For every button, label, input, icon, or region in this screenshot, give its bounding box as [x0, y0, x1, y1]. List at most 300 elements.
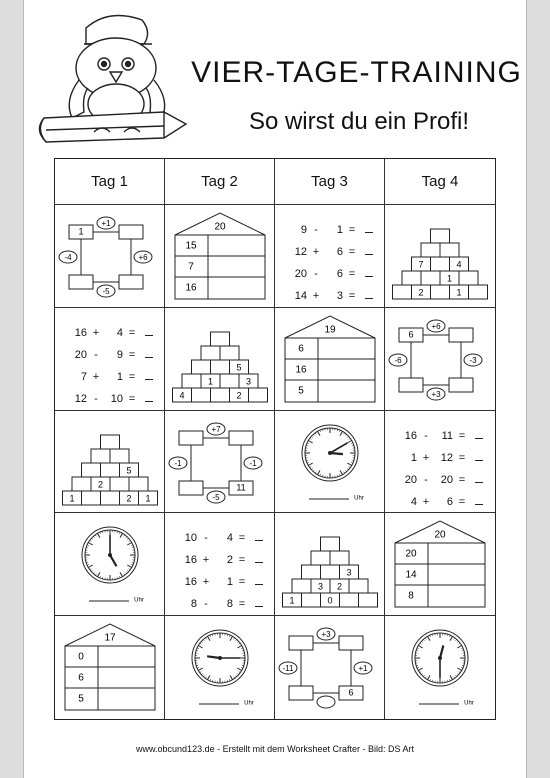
clock-center	[439, 657, 442, 660]
pyramid-number: 4	[456, 259, 462, 270]
pyramid-brick	[72, 477, 91, 491]
equation-term: 1	[116, 370, 123, 383]
worksheet-title: VIER-TAGE-TRAINING	[191, 56, 522, 89]
equation-term: -	[314, 268, 318, 280]
clock-tick	[91, 539, 92, 540]
pyramid-number: 1	[456, 287, 462, 298]
clock-tick	[345, 434, 346, 435]
equation-term: 1	[226, 576, 233, 589]
house-number: 16	[295, 364, 307, 376]
clock-tick	[310, 438, 312, 439]
equation-term: 10	[184, 532, 197, 545]
pyramid-figure	[385, 205, 495, 308]
number-cycle-exercise	[385, 308, 495, 411]
clock-tick	[455, 675, 456, 676]
clock-tick	[425, 638, 426, 640]
clock-tick	[239, 643, 241, 644]
clock-tick	[347, 440, 351, 443]
cycle-box	[289, 686, 313, 700]
cycle-operator: -1	[249, 458, 257, 468]
equation-term: 8	[190, 598, 197, 611]
equation-term: 6	[336, 246, 343, 258]
equals-sign: =	[348, 224, 356, 236]
clock-tick	[423, 675, 424, 676]
equation-list	[285, 219, 381, 307]
pyramid-brick	[440, 243, 459, 257]
equation-exercise	[275, 205, 385, 308]
clock-tick	[95, 574, 96, 576]
equation-list	[65, 322, 161, 410]
clock-unit-label: Uhr	[244, 700, 254, 707]
cycle-operator: +1	[101, 219, 111, 229]
cycle-operator: -1	[174, 458, 182, 468]
equation-term: 4	[116, 326, 123, 339]
clock-tick	[198, 646, 202, 649]
cycle-number: 6	[408, 329, 414, 340]
clock-tick	[459, 643, 461, 644]
clock-tick	[457, 646, 461, 649]
pyramid-brick	[182, 374, 201, 388]
pyramid-brick	[340, 593, 359, 607]
answer-blank[interactable]	[365, 263, 373, 277]
clock-tick	[311, 468, 312, 469]
clock-tick	[344, 432, 345, 434]
pyramid-brick	[431, 229, 450, 243]
equals-sign: =	[348, 246, 356, 258]
clock-tick	[345, 470, 346, 471]
equals-sign: =	[128, 348, 136, 361]
clock-tick	[125, 572, 126, 573]
pyramid-brick	[402, 271, 421, 285]
equals-sign: =	[348, 290, 356, 302]
number-cycle-exercise	[275, 616, 385, 719]
answer-blank[interactable]	[475, 469, 483, 483]
clock-tick	[230, 637, 233, 641]
answer-blank[interactable]	[145, 366, 153, 380]
clock-tick	[200, 672, 202, 673]
answer-blank[interactable]	[475, 447, 483, 461]
equation-exercise	[165, 513, 275, 616]
clock-tick	[340, 470, 343, 474]
equals-sign: =	[128, 392, 136, 405]
clock-unit-label: Uhr	[354, 495, 364, 502]
number-cycle-exercise	[165, 411, 275, 514]
clock-tick	[239, 672, 241, 673]
equation-term: 12	[440, 451, 453, 464]
cycle-operator: -4	[64, 253, 72, 263]
answer-blank[interactable]	[145, 322, 153, 336]
pyramid-number: 1	[207, 376, 214, 387]
clock-tick	[450, 637, 453, 641]
equation-list	[175, 527, 271, 615]
clock-tick	[203, 675, 204, 676]
pyramid-brick	[110, 477, 129, 491]
number-cycle-exercise	[55, 205, 165, 308]
cycle-figure	[275, 616, 385, 719]
equation-row	[175, 527, 271, 549]
equation-list	[395, 425, 491, 513]
clock-tick	[311, 436, 312, 437]
pyramid-brick	[311, 551, 330, 565]
cycle-box	[179, 431, 203, 445]
equation-term: +	[312, 290, 320, 302]
number-house-exercise	[55, 616, 165, 719]
equation-term: 1	[336, 224, 343, 236]
cycle-number: 11	[236, 481, 246, 492]
house-roof-number: 19	[324, 324, 336, 336]
cycle-operator: -6	[394, 355, 402, 365]
clock-tick	[313, 470, 314, 471]
clock-tick	[127, 543, 131, 546]
equation-row	[65, 344, 161, 366]
cycle-operator: -5	[102, 287, 110, 297]
pyramid-number: 5	[126, 464, 132, 475]
house-number: 14	[405, 570, 417, 582]
clock-tick	[205, 677, 206, 679]
equation-row	[65, 322, 161, 344]
clock-tick	[208, 637, 211, 641]
equation-term: 20	[404, 473, 417, 486]
clock-figure	[385, 616, 495, 719]
cycle-box	[69, 275, 93, 289]
equation-term: 20	[294, 268, 307, 280]
clock-tick	[421, 641, 422, 642]
pyramid-brick	[211, 332, 230, 346]
clock-tick	[90, 541, 92, 542]
clock-tick	[237, 641, 238, 642]
equals-sign: =	[238, 576, 246, 589]
clock-tick	[201, 641, 202, 642]
minute-hand	[330, 443, 347, 453]
equation-row	[285, 263, 381, 285]
clock-tick	[425, 677, 426, 679]
cycle-figure	[165, 411, 275, 514]
equation-term: 7	[80, 370, 87, 383]
clock-center	[329, 451, 332, 454]
clock-unit-label: Uhr	[464, 700, 474, 707]
clock-center	[109, 554, 112, 557]
day-header: Tag 4	[385, 159, 495, 205]
equals-sign: =	[238, 598, 246, 611]
pyramid-brick	[201, 346, 220, 360]
training-grid	[54, 158, 496, 720]
clock-tick	[234, 638, 235, 640]
clock-tick	[91, 571, 92, 572]
pyramid-number: 1	[446, 273, 453, 284]
equation-term: +	[92, 370, 100, 383]
equals-sign: =	[458, 495, 466, 508]
cycle-operator: +3	[431, 389, 441, 399]
clock-tick	[205, 638, 206, 640]
equation-term: +	[202, 576, 210, 589]
clock-tick	[344, 471, 345, 473]
clock-tick	[459, 672, 461, 673]
cycle-box	[289, 636, 313, 650]
clock-tick	[129, 541, 131, 542]
answer-blank[interactable]	[475, 425, 483, 439]
equation-term: -	[424, 429, 428, 442]
cycle-figure	[385, 308, 495, 411]
equation-term: +	[92, 326, 100, 339]
pyramid-brick	[359, 593, 378, 607]
penguin-mascot-illustration	[24, 0, 199, 150]
equation-term: +	[422, 495, 430, 508]
equation-term: 16	[404, 429, 417, 442]
equation-term: 4	[226, 532, 233, 545]
equation-term: 16	[184, 554, 197, 567]
clock-tick	[428, 676, 431, 680]
cycle-operator: -11	[282, 664, 294, 674]
equation-term: 4	[410, 495, 417, 508]
day-header: Tag 3	[275, 159, 385, 205]
clock-tick	[457, 641, 458, 642]
clock-tick	[347, 463, 351, 466]
clock-tick	[349, 466, 351, 467]
pyramid-brick	[459, 271, 478, 285]
equation-term: 12	[294, 246, 307, 258]
clock-tick	[235, 675, 236, 676]
clock-tick	[120, 534, 123, 538]
equation-row	[285, 241, 381, 263]
pyramid-brick	[469, 285, 488, 299]
answer-blank[interactable]	[145, 344, 153, 358]
equation-term: -	[314, 224, 318, 236]
house-figure	[275, 308, 385, 411]
equation-term: 20	[440, 473, 453, 486]
clock-figure	[55, 513, 165, 616]
house-number: 5	[298, 385, 304, 397]
house-figure	[385, 513, 495, 616]
clock-tick	[457, 674, 458, 675]
equation-row	[175, 593, 271, 615]
pyramid-number: 1	[69, 492, 75, 503]
house-number: 15	[185, 240, 197, 252]
pyramid-brick	[393, 285, 412, 299]
clock-tick	[95, 535, 96, 537]
clock-tick	[347, 468, 348, 469]
number-pyramid-exercise	[385, 205, 495, 308]
clock-tick	[349, 438, 351, 439]
clock-tick	[200, 643, 202, 644]
equation-term: +	[312, 246, 320, 258]
equals-sign: =	[458, 473, 466, 486]
cycle-operator: +6	[431, 321, 441, 331]
clock-tick	[88, 543, 92, 546]
pyramid-number: 1	[145, 492, 151, 503]
pyramid-number: 5	[236, 362, 242, 373]
equation-term: 9	[116, 348, 123, 361]
answer-blank[interactable]	[475, 491, 483, 505]
clock-tick	[308, 440, 312, 443]
equals-sign: =	[128, 326, 136, 339]
day-header: Tag 2	[165, 159, 275, 205]
clock-exercise	[165, 616, 275, 719]
equation-term: -	[204, 598, 208, 611]
answer-blank[interactable]	[145, 388, 153, 402]
answer-blank[interactable]	[365, 285, 373, 299]
clock-tick	[420, 672, 422, 673]
equation-term: 9	[300, 224, 307, 236]
equals-sign: =	[128, 370, 136, 383]
clock-figure	[275, 411, 385, 514]
clock-tick	[127, 571, 128, 572]
house-figure	[165, 205, 275, 308]
answer-blank[interactable]	[255, 593, 263, 607]
equation-term: 3	[336, 290, 343, 302]
number-pyramid-exercise	[165, 308, 275, 411]
number-house-exercise	[165, 205, 275, 308]
cycle-operator: -5	[212, 492, 220, 502]
pyramid-brick	[110, 449, 129, 463]
equation-term: 1	[410, 451, 417, 464]
clock-tick	[124, 535, 125, 537]
pyramid-number: 3	[245, 376, 252, 387]
clock-tick	[418, 668, 422, 671]
equation-term: 8	[226, 598, 233, 611]
equation-term: 20	[74, 348, 87, 361]
pyramid-number: 2	[418, 287, 424, 298]
answer-blank[interactable]	[365, 241, 373, 255]
equals-sign: =	[238, 554, 246, 567]
clock-tick	[420, 643, 422, 644]
house-roof-number: 20	[214, 221, 226, 233]
pyramid-brick	[82, 491, 101, 505]
cycle-box	[229, 431, 253, 445]
house-number: 16	[185, 282, 197, 294]
clock-tick	[428, 637, 431, 641]
cycle-box	[399, 378, 423, 392]
equation-term: 16	[184, 576, 197, 589]
clock-tick	[129, 569, 131, 570]
pyramid-number: 2	[126, 492, 132, 503]
pyramid-brick	[302, 593, 321, 607]
clock-tick	[454, 638, 455, 640]
pyramid-brick	[220, 346, 239, 360]
equation-row	[65, 388, 161, 410]
pyramid-number: 2	[236, 390, 242, 401]
equals-sign: =	[458, 451, 466, 464]
pyramid-brick	[302, 565, 321, 579]
cycle-box	[119, 275, 143, 289]
equation-row	[395, 425, 491, 447]
number-pyramid-exercise	[275, 513, 385, 616]
pyramid-brick	[192, 388, 211, 402]
pyramid-brick	[321, 537, 340, 551]
cycle-box	[179, 481, 203, 495]
equation-row	[285, 219, 381, 241]
footer-credit: www.obcund123.de - Erstellt mit dem Worksheet Crafter - Bild: DS Art	[136, 744, 414, 754]
clock-tick	[198, 668, 202, 671]
cycle-figure	[55, 205, 165, 308]
equation-term: +	[202, 554, 210, 567]
clock-tick	[237, 668, 241, 671]
equation-term: +	[422, 451, 430, 464]
cycle-operator: -3	[469, 355, 477, 365]
clock-tick	[234, 677, 235, 679]
pyramid-brick	[91, 449, 110, 463]
pyramid-number: 2	[336, 581, 343, 592]
pyramid-brick	[101, 491, 120, 505]
clock-tick	[315, 471, 316, 473]
pyramid-number: 3	[317, 581, 324, 592]
answer-blank[interactable]	[365, 219, 373, 233]
equation-term: 2	[226, 554, 233, 567]
pyramid-brick	[349, 579, 368, 593]
pyramid-brick	[129, 477, 148, 491]
clock-tick	[313, 434, 314, 435]
clock-tick	[340, 431, 343, 435]
pyramid-brick	[211, 388, 230, 402]
house-number: 5	[78, 693, 84, 705]
clock-tick	[457, 668, 461, 671]
clock-tick	[201, 674, 202, 675]
clock-tick	[127, 539, 128, 540]
equation-term: -	[94, 392, 98, 405]
cycle-operator: +1	[358, 664, 368, 674]
equation-term: 6	[336, 268, 343, 280]
cycle-operator: +3	[321, 630, 331, 640]
clock-tick	[318, 470, 321, 474]
clock-figure	[165, 616, 275, 719]
cycle-operator: +6	[138, 253, 148, 263]
equals-sign: =	[348, 268, 356, 280]
pyramid-number: 3	[346, 567, 352, 578]
equation-exercise	[385, 411, 495, 514]
pyramid-brick	[220, 374, 239, 388]
house-number: 6	[298, 343, 304, 355]
cycle-box	[449, 378, 473, 392]
clock-center	[219, 657, 222, 660]
clock-tick	[90, 569, 92, 570]
clock-tick	[98, 534, 101, 538]
number-house-exercise	[275, 308, 385, 411]
pyramid-brick	[292, 579, 311, 593]
clock-tick	[455, 640, 456, 641]
answer-blank[interactable]	[255, 571, 263, 585]
clock-tick	[418, 646, 422, 649]
clock-tick	[237, 674, 238, 675]
equation-term: 16	[74, 326, 87, 339]
cycle-number: 1	[78, 226, 84, 237]
equation-exercise	[55, 308, 165, 411]
clock-tick	[208, 676, 211, 680]
pyramid-brick	[82, 463, 101, 477]
clock-tick	[125, 537, 126, 538]
equation-row	[65, 366, 161, 388]
clock-tick	[230, 676, 233, 680]
clock-tick	[124, 574, 125, 576]
house-roof-number: 20	[434, 530, 446, 542]
house-number: 20	[405, 549, 417, 561]
clock-tick	[237, 646, 241, 649]
clock-tick	[423, 640, 424, 641]
answer-blank[interactable]	[255, 527, 263, 541]
equation-term: 10	[110, 392, 123, 405]
clock-tick	[127, 565, 131, 568]
clock-tick	[308, 463, 312, 466]
pyramid-brick	[321, 565, 340, 579]
equation-term: -	[94, 348, 98, 361]
clock-exercise	[385, 616, 495, 719]
house-roof-number: 17	[104, 632, 116, 644]
pyramid-brick	[431, 257, 450, 271]
pyramid-number: 0	[327, 595, 333, 606]
answer-blank[interactable]	[255, 549, 263, 563]
clock-tick	[347, 436, 348, 437]
cycle-operator: +7	[211, 424, 221, 434]
equation-term: 11	[441, 429, 453, 442]
clock-tick	[98, 573, 101, 577]
